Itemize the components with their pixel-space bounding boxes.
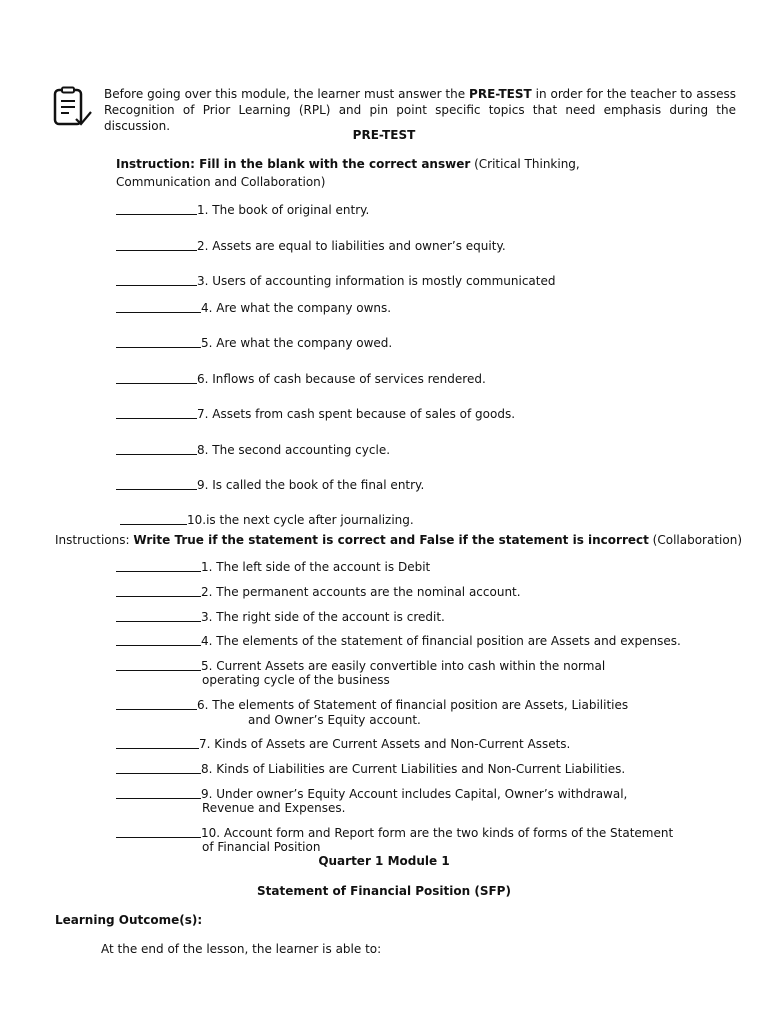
fill-item: 7. Assets from cash spent because of sales of goods.: [116, 407, 515, 421]
instruction-1-cont: Communication and Collaboration): [116, 175, 326, 189]
tf-item-cont: and Owner’s Equity account.: [248, 713, 421, 727]
tf-item: 3. The right side of the account is credit.: [116, 610, 445, 624]
learning-outcome-heading: Learning Outcome(s):: [55, 913, 203, 927]
fill-item: 5. Are what the company owed.: [116, 336, 392, 350]
instruction-1: Instruction: Fill in the blank with the correct answer (Critical Thinking,: [116, 157, 580, 171]
fill-item: 9. Is called the book of the final entry.: [116, 478, 424, 492]
pretest-title: PRE-TEST: [352, 128, 416, 142]
sfp-title: Statement of Financial Position (SFP): [257, 884, 511, 898]
tf-item: 1. The left side of the account is Debit: [116, 560, 430, 574]
fill-item: 3. Users of accounting information is mostly communicated: [116, 274, 555, 288]
tf-item: 8. Kinds of Liabilities are Current Liabilities and Non-Current Liabilities.: [116, 762, 625, 776]
fill-item: 2. Assets are equal to liabilities and owner’s equity.: [116, 239, 506, 253]
tf-item-cont: of Financial Position: [202, 840, 321, 854]
tf-item: 10. Account form and Report form are the two kinds of forms of the Statement: [116, 826, 673, 840]
tf-item-cont: Revenue and Expenses.: [202, 801, 346, 815]
learning-outcome-text: At the end of the lesson, the learner is able to:: [101, 942, 382, 956]
tf-item: 4. The elements of the statement of financial position are Assets and expenses.: [116, 634, 681, 648]
tf-item: 9. Under owner’s Equity Account includes Capital, Owner’s withdrawal,: [116, 787, 627, 801]
tf-item: 6. The elements of Statement of financial position are Assets, Liabilities: [116, 698, 628, 712]
fill-item: 10.is the next cycle after journalizing.: [120, 513, 414, 527]
module-title: Quarter 1 Module 1: [318, 854, 450, 868]
fill-item: 4. Are what the company owns.: [116, 301, 391, 315]
tf-item: 5. Current Assets are easily convertible into cash within the normal: [116, 659, 605, 673]
tf-item: 2. The permanent accounts are the nominal account.: [116, 585, 521, 599]
clipboard-check-icon: [52, 86, 94, 130]
instruction-2: Instructions: Write True if the statement is correct and False if the statement is incorrect (Collaboration): [55, 533, 743, 547]
fill-item: 8. The second accounting cycle.: [116, 443, 390, 457]
tf-item-cont: operating cycle of the business: [202, 673, 390, 687]
intro-paragraph: Before going over this module, the learner must answer the PRE-TEST in order for the teacher to assess Recognition of Prior Learning (RPL) and pin point specific topics that need emphasis during the discussion.: [104, 87, 737, 133]
tf-item: 7. Kinds of Assets are Current Assets and Non-Current Assets.: [116, 737, 570, 751]
fill-item: 6. Inflows of cash because of services rendered.: [116, 372, 486, 386]
fill-item: 1. The book of original entry.: [116, 203, 369, 217]
